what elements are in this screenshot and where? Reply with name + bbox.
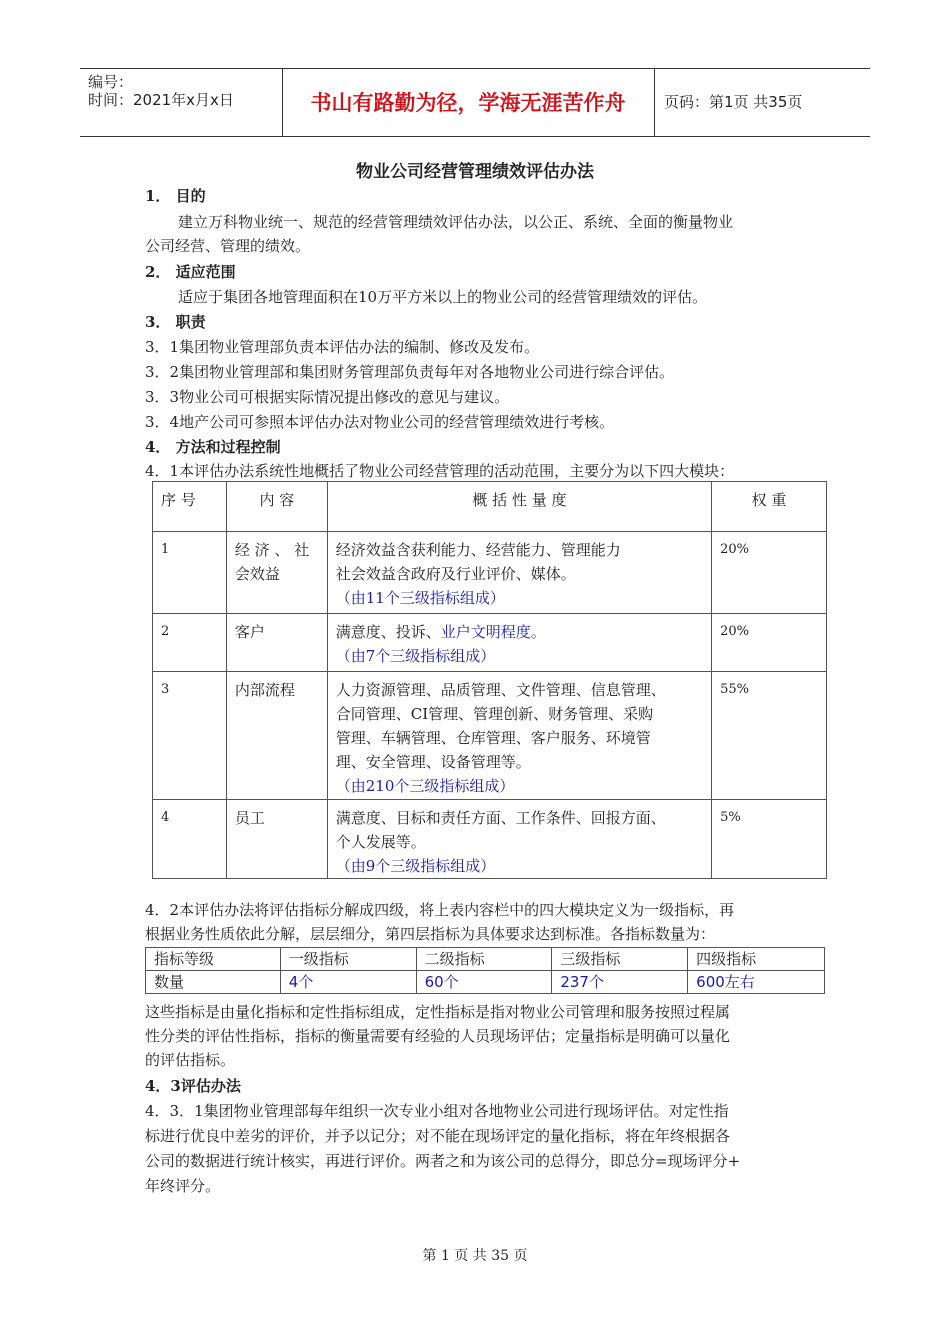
section-3-item: 3．3物业公司可根据实际情况提出修改的意见与建议。 — [145, 388, 510, 406]
header-time-label: 时间：2021年x月x日 — [88, 91, 234, 109]
row-weight: 20% — [712, 532, 827, 614]
row-content: 员工 — [226, 800, 327, 879]
section-4-1-text: 4．1本评估办法系统性地概括了物业公司经营管理的活动范围，主要分为以下四大模块： — [145, 462, 735, 480]
table-header-row — [153, 482, 827, 532]
table-row — [146, 948, 825, 971]
section-3-heading: 3． 职责 — [145, 313, 206, 331]
row-content-line: 经 济 、 社 — [234, 541, 310, 559]
body-line: 年终评分。 — [145, 1177, 221, 1195]
row-number: 3 — [153, 672, 227, 800]
row-description — [327, 532, 711, 614]
table-row — [153, 800, 827, 879]
header-page-label: 页码：第1页 共35页 — [664, 93, 803, 111]
section-1-body-line: 建立万科物业统一、规范的经营管理绩效评估办法，以公正、系统、全面的衡量物业 — [178, 213, 734, 231]
row-content — [226, 532, 327, 614]
header-bottom-rule — [80, 136, 870, 137]
section-4-2-line: 4．2本评估办法将评估指标分解成四级，将上表内容栏中的四大模块定义为一级指标，再 — [145, 901, 735, 919]
row-desc-line: 经济效益含获利能力、经营能力、管理能力 — [335, 541, 621, 559]
table-cell: 4个 — [280, 971, 416, 994]
section-3-item: 3．1集团物业管理部负责本评估办法的编制、修改及发布。 — [145, 338, 540, 356]
table-cell: 二级指标 — [416, 948, 552, 971]
body-line: 标进行优良中差劣的评价，并予以记分；对不能在现场评定的量化指标，将在年终根据各 — [145, 1127, 731, 1145]
row-content: 内部流程 — [226, 672, 327, 800]
row-note: （由210个三级指标组成） — [335, 777, 515, 795]
table-row — [153, 614, 827, 672]
row-desc-line: 合同管理、CI管理、管理创新、财务管理、采购 — [335, 705, 654, 723]
table-cell: 一级指标 — [280, 948, 416, 971]
row-number: 2 — [153, 614, 227, 672]
row-desc-line: 理、安全管理、设备管理等。 — [335, 753, 531, 771]
table-header-cell: 权 重 — [712, 482, 827, 532]
section-1-body-line: 公司经营、管理的绩效。 — [145, 237, 311, 255]
row-content-line: 会效益 — [234, 565, 280, 583]
table-cell: 数量 — [146, 971, 281, 994]
table-cell: 指标等级 — [146, 948, 281, 971]
table-cell: 600左右 — [688, 971, 825, 994]
table-cell: 237个 — [552, 971, 688, 994]
table-row — [153, 672, 827, 800]
row-note: （由9个三级指标组成） — [335, 857, 496, 875]
body-line: 的评估指标。 — [145, 1051, 236, 1069]
footer-page-number: 第 1 页 共 35 页 — [422, 1248, 528, 1264]
document-title: 物业公司经营管理绩效评估办法 — [356, 162, 594, 182]
section-4-heading: 4． 方法和过程控制 — [145, 438, 281, 456]
header-divider-right — [654, 68, 655, 136]
row-number: 4 — [153, 800, 227, 879]
row-content: 客户 — [226, 614, 327, 672]
header-number-label: 编号： — [88, 73, 134, 91]
table-cell: 三级指标 — [552, 948, 688, 971]
body-line: 公司的数据进行统计核实，再进行评价。两者之和为该公司的总得分，即总分=现场评分+ — [145, 1152, 741, 1170]
table-cell: 四级指标 — [688, 948, 825, 971]
row-weight: 55% — [712, 672, 827, 800]
row-desc-line: 人力资源管理、品质管理、文件管理、信息管理、 — [335, 681, 666, 699]
table-header-cell: 概 括 性 量 度 — [327, 482, 711, 532]
body-line: 这些指标是由量化指标和定性指标组成，定性指标是指对物业公司管理和服务按照过程属 — [145, 1003, 731, 1021]
section-3-item: 3．2集团物业管理部和集团财务管理部负责每年对各地物业公司进行综合评估。 — [145, 363, 675, 381]
section-4-3-heading: 4．3评估办法 — [145, 1077, 241, 1095]
table-header-cell: 序 号 — [153, 482, 227, 532]
table-row — [146, 971, 825, 994]
table-header-cell: 内 容 — [226, 482, 327, 532]
row-desc-line: 管理、车辆管理、仓库管理、客户服务、环境管 — [335, 729, 651, 747]
row-note: （由11个三级指标组成） — [335, 589, 505, 607]
body-line: 性分类的评估性指标，指标的衡量需要有经验的人员现场评估；定量指标是明确可以量化 — [145, 1027, 731, 1045]
row-desc-line — [336, 620, 703, 644]
section-2-body: 适应于集团各地管理面积在10万平方米以上的物业公司的经营管理绩效的评估。 — [178, 288, 708, 306]
row-description — [327, 800, 711, 879]
row-weight: 5% — [712, 800, 827, 879]
section-1-heading: 1． 目的 — [145, 187, 206, 205]
row-description — [327, 614, 711, 672]
row-weight: 20% — [712, 614, 827, 672]
row-desc-highlight: 业户文明程度。 — [440, 623, 546, 641]
section-3-item: 3．4地产公司可参照本评估办法对物业公司的经营管理绩效进行考核。 — [145, 413, 615, 431]
row-description — [327, 672, 711, 800]
indicator-count-table — [145, 947, 825, 994]
row-note: （由7个三级指标组成） — [335, 647, 496, 665]
modules-table — [152, 481, 827, 879]
row-desc-line: 满意度、目标和责任方面、工作条件、回报方面、 — [335, 809, 666, 827]
table-row — [153, 532, 827, 614]
row-desc-text: 满意度、投诉、 — [335, 623, 441, 641]
table-cell: 60个 — [416, 971, 552, 994]
section-4-2-line: 根据业务性质依此分解，层层细分，第四层指标为具体要求达到标准。各指标数量为： — [145, 925, 716, 943]
row-desc-line: 社会效益含政府及行业评价、媒体。 — [335, 565, 576, 583]
row-desc-line: 个人发展等。 — [335, 833, 426, 851]
header-motto: 书山有路勤为径，学海无涯苦作舟 — [310, 91, 626, 115]
section-2-heading: 2． 适应范围 — [145, 263, 236, 281]
row-number: 1 — [153, 532, 227, 614]
body-line: 4．3．1集团物业管理部每年组织一次专业小组对各地物业公司进行现场评估。对定性指 — [145, 1102, 729, 1120]
